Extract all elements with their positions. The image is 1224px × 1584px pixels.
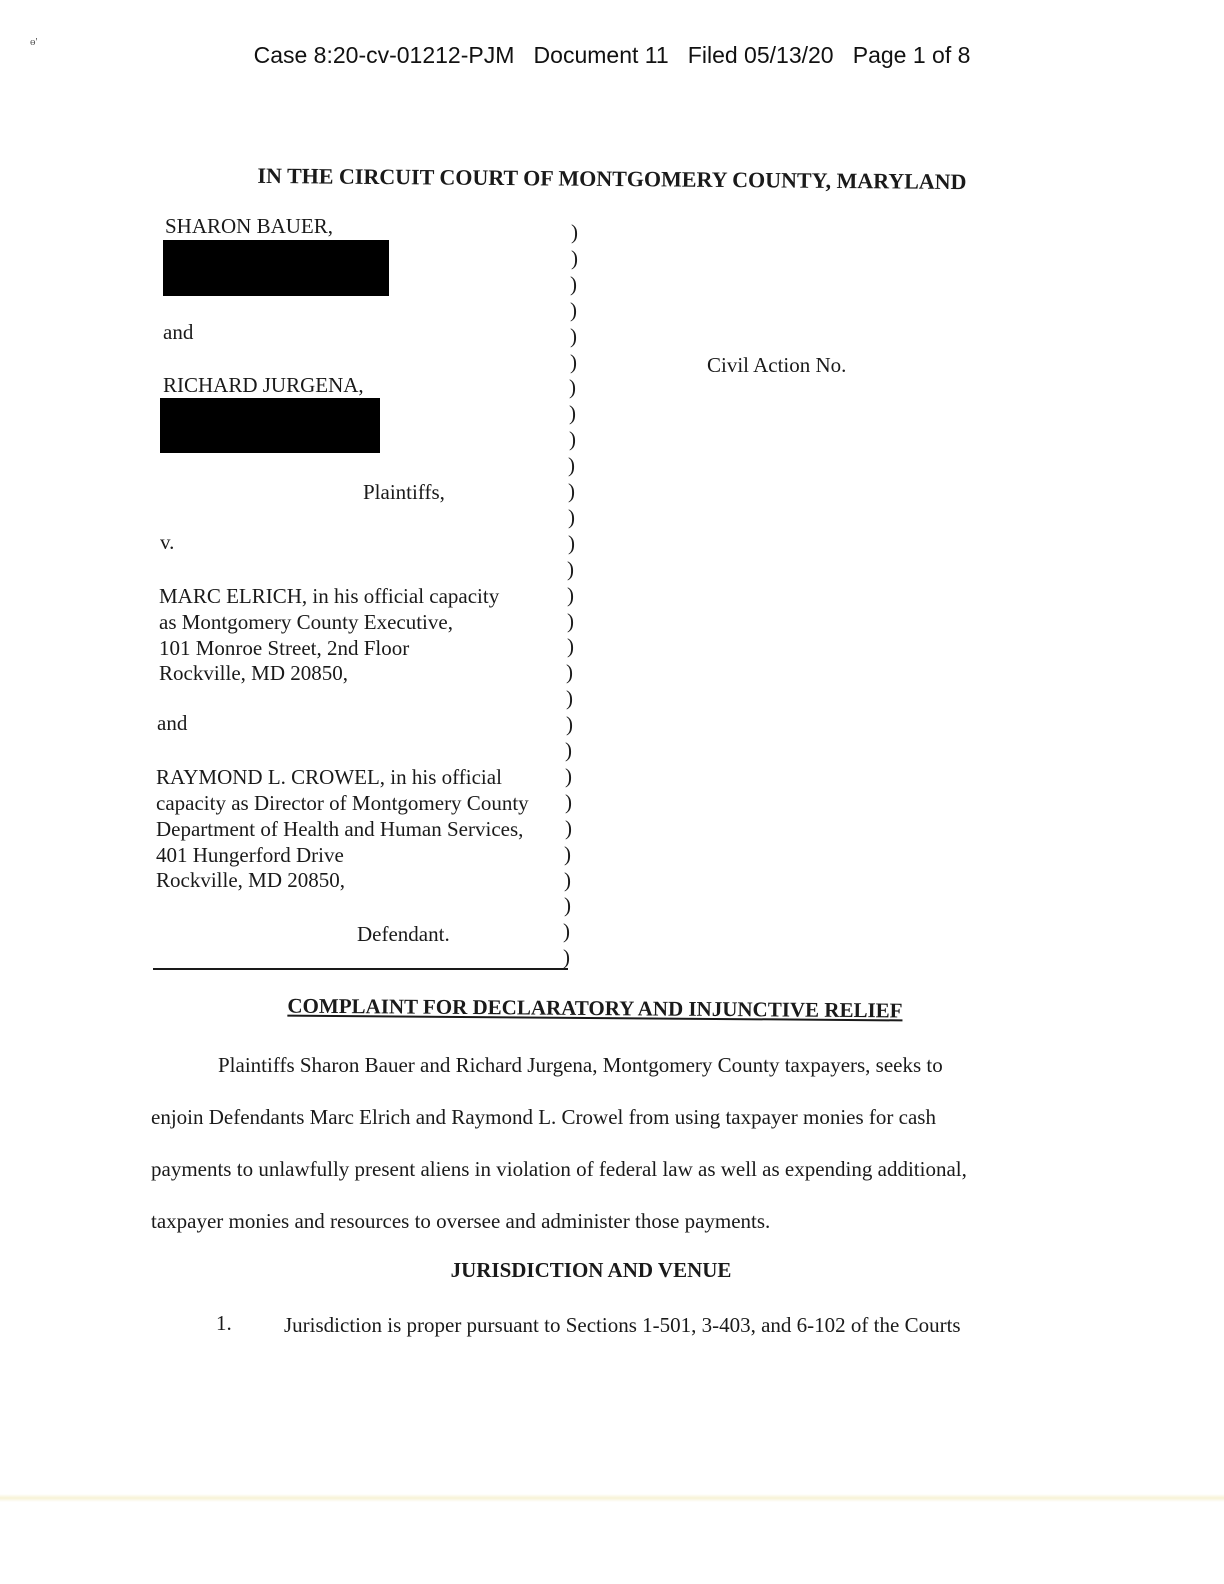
caption-parenthesis: ) [569, 375, 576, 399]
defendant-1-line-1: MARC ELRICH, in his official capacity [159, 584, 500, 608]
intro-paragraph-line-4: taxpayer monies and resources to oversee and administer those payments. [151, 1209, 771, 1233]
caption-parenthesis: ) [570, 350, 577, 374]
caption-parenthesis: ) [569, 427, 576, 451]
caption-parenthesis: ) [571, 220, 578, 244]
caption-parenthesis: ) [565, 764, 572, 788]
defendant-2-line-3: Department of Health and Human Services, [156, 817, 524, 841]
caption-parenthesis: ) [571, 246, 578, 270]
defendant-2-line-4: 401 Hungerford Drive [156, 843, 344, 867]
caption-parenthesis: ) [564, 868, 571, 892]
complaint-title: COMPLAINT FOR DECLARATORY AND INJUNCTIVE RELIEF [287, 993, 903, 1023]
caption-parenthesis: ) [565, 816, 572, 840]
caption-parenthesis: ) [566, 660, 573, 684]
and-conjunction-defendants: and [157, 711, 188, 735]
paragraph-1-number: 1. [216, 1311, 232, 1335]
caption-parenthesis: ) [567, 557, 574, 581]
defendant-1-line-3: 101 Monroe Street, 2nd Floor [159, 636, 410, 660]
intro-paragraph-line-3: payments to unlawfully present aliens in violation of federal law as well as expending additional, [151, 1157, 967, 1181]
caption-parenthesis: ) [568, 479, 575, 503]
caption-parenthesis: ) [563, 919, 570, 943]
redaction-box-plaintiff-1-address [163, 240, 389, 296]
court-title: IN THE CIRCUIT COURT OF MONTGOMERY COUNTY, MARYLAND [257, 162, 967, 195]
intro-paragraph-line-2: enjoin Defendants Marc Elrich and Raymond L. Crowel from using taxpayer monies for cash [151, 1105, 936, 1129]
caption-parenthesis: ) [567, 583, 574, 607]
and-conjunction-plaintiffs: and [163, 320, 194, 344]
redaction-box-plaintiff-2-address [160, 398, 380, 453]
caption-bottom-rule [153, 968, 568, 970]
civil-action-number-label: Civil Action No. [707, 353, 847, 377]
defendant-label: Defendant. [357, 922, 450, 946]
scan-artifact-mark: ɵ' [30, 36, 38, 48]
intro-paragraph-line-1: Plaintiffs Sharon Bauer and Richard Jurgena, Montgomery County taxpayers, seeks to [218, 1053, 943, 1077]
caption-parenthesis: ) [563, 945, 570, 969]
caption-parenthesis: ) [569, 401, 576, 425]
versus-label: v. [160, 530, 175, 554]
jurisdiction-venue-heading: JURISDICTION AND VENUE [450, 1258, 732, 1282]
caption-parenthesis: ) [568, 531, 575, 555]
paragraph-1-text: Jurisdiction is proper pursuant to Sections 1-501, 3-403, and 6-102 of the Courts [284, 1313, 961, 1337]
plaintiff-2-name: RICHARD JURGENA, [163, 373, 364, 397]
caption-parenthesis: ) [566, 712, 573, 736]
caption-parenthesis: ) [565, 738, 572, 762]
defendant-1-line-2: as Montgomery County Executive, [159, 610, 453, 634]
defendant-2-line-1: RAYMOND L. CROWEL, in his official [156, 765, 502, 789]
caption-parenthesis: ) [570, 324, 577, 348]
caption-parenthesis: ) [567, 634, 574, 658]
caption-parenthesis: ) [570, 272, 577, 296]
caption-parenthesis: ) [567, 609, 574, 633]
ecf-filing-header: Case 8:20-cv-01212-PJM Document 11 Filed 05/13/20 Page 1 of 8 [253, 42, 971, 68]
caption-parenthesis: ) [570, 298, 577, 322]
defendant-1-line-4: Rockville, MD 20850, [159, 661, 348, 685]
caption-parenthesis: ) [568, 505, 575, 529]
caption-parenthesis: ) [564, 842, 571, 866]
plaintiff-1-name: SHARON BAUER, [165, 214, 334, 238]
plaintiffs-label: Plaintiffs, [363, 480, 445, 504]
caption-parenthesis: ) [566, 686, 573, 710]
caption-parenthesis: ) [564, 893, 571, 917]
defendant-2-line-5: Rockville, MD 20850, [156, 868, 345, 892]
defendant-2-line-2: capacity as Director of Montgomery County [156, 791, 529, 815]
caption-parenthesis: ) [568, 453, 575, 477]
caption-parenthesis: ) [565, 790, 572, 814]
scan-edge-artifact [0, 1494, 1224, 1502]
